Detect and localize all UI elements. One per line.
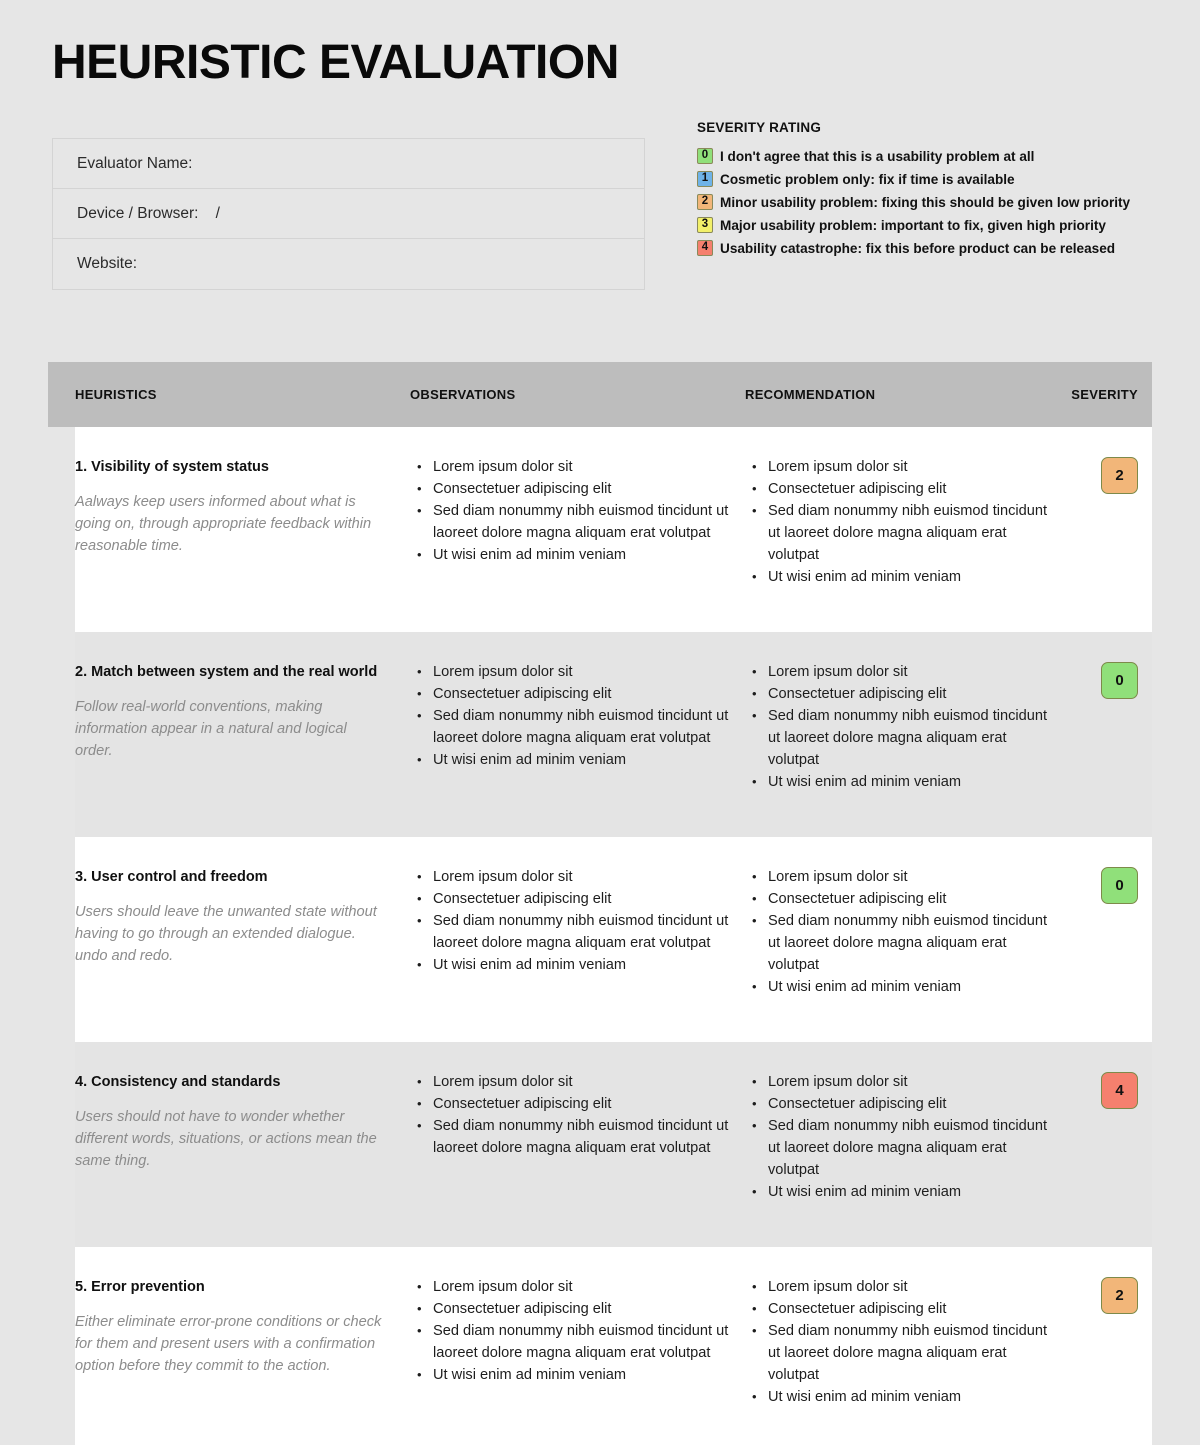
- recommendation-list: [745, 662, 1060, 794]
- list-item: • Consectetuer adipiscing elit: [745, 684, 1060, 706]
- severity-legend-item: [697, 217, 1167, 233]
- list-item: • Lorem ipsum dolor sit: [410, 867, 745, 889]
- list-item: • Sed diam nonummy nibh euismod tincidunt ut laoreet dolore magna aliquam erat volutpat: [410, 1116, 745, 1159]
- list-item: • Lorem ipsum dolor sit: [410, 1072, 745, 1094]
- cell-heuristic: [75, 837, 410, 1042]
- list-item: • Sed diam nonummy nibh euismod tincidunt ut laoreet dolore magna aliquam erat volutpat: [745, 1116, 1060, 1181]
- severity-legend-text: Usability catastrophe: fix this before product can be released: [720, 240, 1116, 256]
- column-header-heuristics: HEURISTICS: [75, 387, 157, 402]
- cell-observations[interactable]: [410, 632, 745, 837]
- heuristic-title: 4. Consistency and standards: [75, 1074, 281, 1090]
- list-item: • Consectetuer adipiscing elit: [410, 1299, 745, 1321]
- form-row-website[interactable]: [53, 239, 644, 289]
- severity-badge[interactable]: 2: [1101, 1277, 1138, 1314]
- form-row-evaluator-name[interactable]: [53, 139, 644, 189]
- list-item: • Ut wisi enim ad minim veniam: [745, 1387, 1060, 1409]
- severity-badge[interactable]: 4: [1101, 1072, 1138, 1109]
- list-item: • Ut wisi enim ad minim veniam: [745, 567, 1060, 589]
- cell-recommendation[interactable]: [745, 1247, 1060, 1445]
- column-header-recommendation: RECOMMENDATION: [745, 387, 876, 402]
- page-title: HEURISTIC EVALUATION: [52, 36, 619, 89]
- list-item: • Sed diam nonummy nibh euismod tincidunt ut laoreet dolore magna aliquam erat volutpat: [410, 911, 745, 954]
- cell-observations[interactable]: [410, 1042, 745, 1247]
- cell-severity: [1060, 632, 1152, 837]
- list-item: • Sed diam nonummy nibh euismod tincidunt ut laoreet dolore magna aliquam erat volutpat: [745, 501, 1060, 566]
- list-item: • Lorem ipsum dolor sit: [745, 457, 1060, 479]
- device-browser-label: Device / Browser: /: [77, 204, 220, 222]
- cell-heuristic: [75, 632, 410, 837]
- heuristic-description: Aalways keep users informed about what is going on, through appropriate feedback within reasonable time.: [75, 493, 372, 555]
- list-item: • Sed diam nonummy nibh euismod tincidunt ut laoreet dolore magna aliquam erat volutpat: [745, 706, 1060, 771]
- severity-chip-4: 4: [697, 240, 713, 256]
- cell-observations[interactable]: [410, 1247, 745, 1445]
- list-item: • Lorem ipsum dolor sit: [410, 662, 745, 684]
- list-item: • Sed diam nonummy nibh euismod tincidunt ut laoreet dolore magna aliquam erat volutpat: [410, 706, 745, 749]
- list-item: • Ut wisi enim ad minim veniam: [745, 977, 1060, 999]
- observations-list: [410, 1277, 745, 1387]
- list-item: • Sed diam nonummy nibh euismod tincidunt ut laoreet dolore magna aliquam erat volutpat: [745, 1321, 1060, 1386]
- recommendation-list: [745, 1072, 1060, 1204]
- list-item: • Lorem ipsum dolor sit: [745, 662, 1060, 684]
- list-item: • Sed diam nonummy nibh euismod tincidunt ut laoreet dolore magna aliquam erat volutpat: [745, 911, 1060, 976]
- severity-chip-1: 1: [697, 171, 713, 187]
- observations-list: [410, 867, 745, 977]
- severity-legend-text: I don't agree that this is a usability problem at all: [720, 148, 1035, 164]
- heuristic-title: 2. Match between system and the real world: [75, 664, 378, 680]
- heuristic-description: Either eliminate error-prone conditions or check for them and present users with a confirmation option before they commit to the action.: [75, 1313, 382, 1375]
- table-row: [48, 632, 1152, 837]
- list-item: • Ut wisi enim ad minim veniam: [410, 955, 745, 977]
- list-item: • Consectetuer adipiscing elit: [745, 889, 1060, 911]
- heuristic-description: Users should not have to wonder whether different words, situations, or actions mean the same thing.: [75, 1108, 377, 1170]
- recommendation-list: [745, 1277, 1060, 1409]
- list-item: • Lorem ipsum dolor sit: [745, 1072, 1060, 1094]
- severity-legend-text: Minor usability problem: fixing this should be given low priority: [720, 194, 1131, 210]
- cell-recommendation[interactable]: [745, 837, 1060, 1042]
- list-item: • Consectetuer adipiscing elit: [410, 889, 745, 911]
- observations-list: [410, 662, 745, 772]
- severity-legend-title: SEVERITY RATING: [697, 120, 822, 135]
- list-item: • Consectetuer adipiscing elit: [410, 479, 745, 501]
- cell-recommendation[interactable]: [745, 427, 1060, 632]
- table-row: [48, 1042, 1152, 1247]
- heuristic-title: 3. User control and freedom: [75, 869, 268, 885]
- cell-heuristic: [75, 1247, 410, 1445]
- table-header-row: [48, 362, 1152, 427]
- cell-severity: [1060, 837, 1152, 1042]
- list-item: • Ut wisi enim ad minim veniam: [410, 545, 745, 567]
- evaluator-name-label: Evaluator Name:: [77, 154, 193, 172]
- list-item: • Ut wisi enim ad minim veniam: [745, 1182, 1060, 1204]
- severity-legend-list: [697, 148, 1167, 256]
- list-item: • Lorem ipsum dolor sit: [745, 1277, 1060, 1299]
- list-item: • Consectetuer adipiscing elit: [745, 1299, 1060, 1321]
- recommendation-list: [745, 867, 1060, 999]
- list-item: • Consectetuer adipiscing elit: [745, 1094, 1060, 1116]
- table-row: [48, 427, 1152, 632]
- recommendation-list: [745, 457, 1060, 589]
- severity-legend-item: [697, 171, 1167, 187]
- cell-recommendation[interactable]: [745, 1042, 1060, 1247]
- column-header-observations: OBSERVATIONS: [410, 387, 516, 402]
- severity-legend-text: Major usability problem: important to fix, given high priority: [720, 217, 1106, 233]
- list-item: • Sed diam nonummy nibh euismod tincidunt ut laoreet dolore magna aliquam erat volutpat: [410, 1321, 745, 1364]
- severity-legend-text: Cosmetic problem only: fix if time is available: [720, 171, 1015, 187]
- list-item: • Ut wisi enim ad minim veniam: [410, 1365, 745, 1387]
- cell-severity: [1060, 1247, 1152, 1445]
- table-row: [48, 1247, 1152, 1445]
- severity-chip-2: 2: [697, 194, 713, 210]
- severity-legend-item: [697, 194, 1167, 210]
- cell-heuristic: [75, 427, 410, 632]
- severity-rating-legend: [697, 120, 1167, 263]
- severity-legend-item: [697, 148, 1167, 164]
- observations-list: [410, 457, 745, 567]
- heuristic-title: 1. Visibility of system status: [75, 459, 269, 475]
- list-item: • Lorem ipsum dolor sit: [410, 1277, 745, 1299]
- severity-badge[interactable]: 0: [1101, 662, 1138, 699]
- heuristic-description: Follow real-world conventions, making information appear in a natural and logical order.: [75, 698, 347, 760]
- list-item: • Lorem ipsum dolor sit: [410, 457, 745, 479]
- row-gutter: [48, 427, 75, 632]
- row-gutter: [48, 1247, 75, 1445]
- row-gutter: [48, 632, 75, 837]
- cell-heuristic: [75, 1042, 410, 1247]
- row-gutter: [48, 837, 75, 1042]
- cell-severity: [1060, 427, 1152, 632]
- list-item: • Lorem ipsum dolor sit: [745, 867, 1060, 889]
- list-item: • Sed diam nonummy nibh euismod tincidunt ut laoreet dolore magna aliquam erat volutpat: [410, 501, 745, 544]
- heuristic-description: Users should leave the unwanted state without having to go through an extended dialogue. undo and redo.: [75, 903, 377, 965]
- heuristic-evaluation-table: [48, 362, 1152, 1445]
- row-gutter: [48, 1042, 75, 1247]
- list-item: • Consectetuer adipiscing elit: [410, 1094, 745, 1116]
- cell-recommendation[interactable]: [745, 632, 1060, 837]
- list-item: • Ut wisi enim ad minim veniam: [410, 750, 745, 772]
- form-row-device-browser[interactable]: [53, 189, 644, 239]
- cell-observations[interactable]: [410, 427, 745, 632]
- severity-badge[interactable]: 2: [1101, 457, 1138, 494]
- severity-badge[interactable]: 0: [1101, 867, 1138, 904]
- severity-legend-item: [697, 240, 1167, 256]
- severity-chip-3: 3: [697, 217, 713, 233]
- evaluator-info-form: [52, 138, 645, 290]
- table-body: [48, 427, 1152, 1445]
- severity-chip-0: 0: [697, 148, 713, 164]
- list-item: • Ut wisi enim ad minim veniam: [745, 772, 1060, 794]
- column-header-severity: SEVERITY: [1071, 387, 1138, 402]
- cell-severity: [1060, 1042, 1152, 1247]
- list-item: • Consectetuer adipiscing elit: [410, 684, 745, 706]
- list-item: • Consectetuer adipiscing elit: [745, 479, 1060, 501]
- observations-list: [410, 1072, 745, 1160]
- cell-observations[interactable]: [410, 837, 745, 1042]
- heuristic-title: 5. Error prevention: [75, 1279, 205, 1295]
- table-row: [48, 837, 1152, 1042]
- website-label: Website:: [77, 255, 138, 272]
